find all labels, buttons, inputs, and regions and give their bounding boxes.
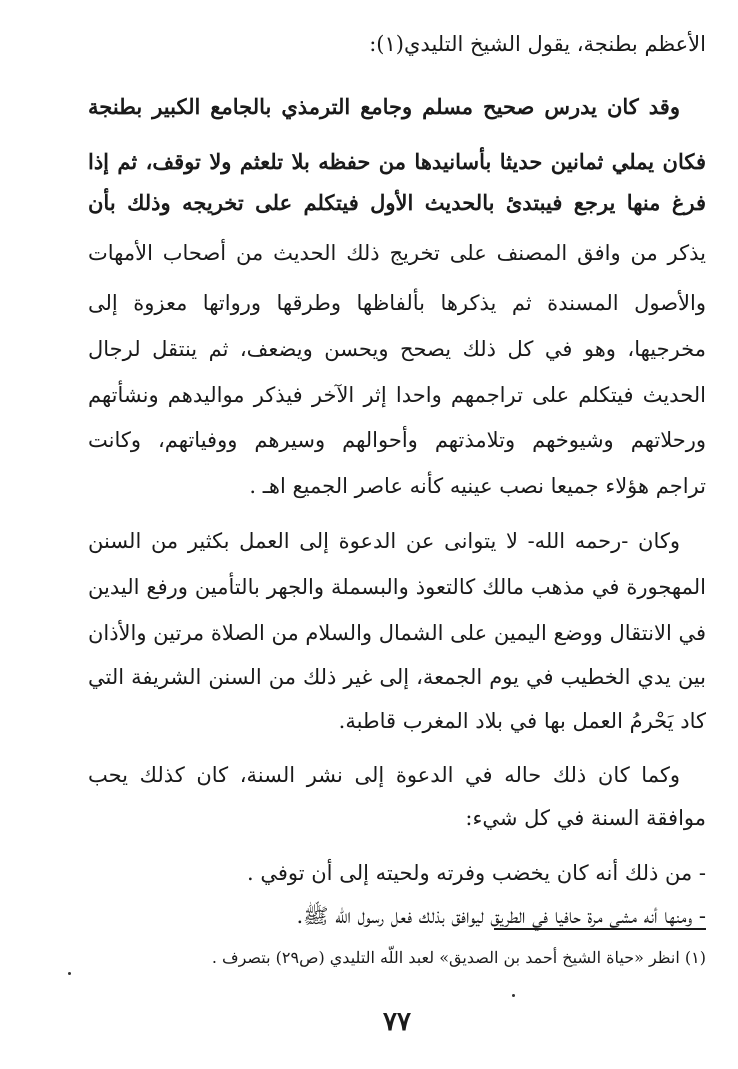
book-page xyxy=(88,22,706,1052)
paragraph-3-line-2: موافقة السنة في كل شيء: xyxy=(465,806,706,830)
page-number: ٧٧ xyxy=(383,1007,411,1037)
footnote-separator xyxy=(494,928,706,930)
quote-line-7: الحديث فيتكلم على تراجمهم واحدا إثر الآخر فيذكر مواليدهم ونشأتهم xyxy=(88,383,706,407)
paragraph-2-line-4: بين يدي الخطيب في يوم الجمعة، إلى غير ذلك من السنن الشريفة التي xyxy=(88,665,706,689)
quote-line-8: ورحلاتهم وشيوخهم وتلامذتهم وأحوالهم وسيرهم ووفياتهم، وكانت xyxy=(88,428,706,452)
paragraph-2-line-5: كاد يَحْرمُ العمل بها في بلاد المغرب قاطبة. xyxy=(338,709,706,733)
quote-line-1: وقد كان يدرس صحيح مسلم وجامع الترمذي بالجامع الكبير بطنجة xyxy=(88,94,680,119)
quote-line-5: والأصول المسندة ثم يذكرها بألفاظها وطرقها ورواتها معزوة إلى xyxy=(88,291,706,315)
quote-line-9: تراجم هؤلاء جميعا نصب عينيه كأنه عاصر الجميع اهـ . xyxy=(249,474,706,498)
list-item-1: - من ذلك أنه كان يخضب وفرته ولحيته إلى أن توفي . xyxy=(247,861,706,885)
quote-line-3: فرغ منها يرجع فيبتدئ بالحديث الأول فيتكلم على تخريجه وذلك بأن xyxy=(88,190,706,215)
footnote: (١) انظر «حياة الشيخ أحمد بن الصديق» لعبد اللّه التليدي (ص٢٩) بتصرف . xyxy=(211,948,706,967)
list-item-2: - ومنها أنه مشى مرة حافيا في الطريق ليوافق بذلك فعل رسول الله ﷺ. xyxy=(296,904,706,928)
quote-line-2: فكان يملي ثمانين حديثا بأسانيدها من حفظه بلا تلعثم ولا توقف، ثم إذا xyxy=(88,149,706,174)
paragraph-3-line-1: وكما كان ذلك حاله في الدعوة إلى نشر السنة، كان كذلك يحب xyxy=(88,763,680,787)
text-line-continuation: الأعظم بطنجة، يقول الشيخ التليدي(١): xyxy=(369,32,706,56)
scan-speck xyxy=(512,994,515,997)
scan-speck xyxy=(68,972,71,975)
quote-line-4: يذكر من وافق المصنف على تخريج ذلك الحديث من أصحاب الأمهات xyxy=(88,241,706,265)
paragraph-2-line-2: المهجورة في مذهب مالك كالتعوذ والبسملة والجهر بالتأمين ورفع اليدين xyxy=(88,575,706,599)
paragraph-2-line-1: وكان -رحمه الله- لا يتوانى عن الدعوة إلى العمل بكثير من السنن xyxy=(88,529,680,553)
paragraph-2-line-3: في الانتقال ووضع اليمين على الشمال والسلام من الصلاة مرتين والأذان xyxy=(88,621,706,645)
quote-line-6: مخرجيها، وهو في كل ذلك يصحح ويحسن ويضعف، ثم ينتقل لرجال xyxy=(88,337,706,361)
